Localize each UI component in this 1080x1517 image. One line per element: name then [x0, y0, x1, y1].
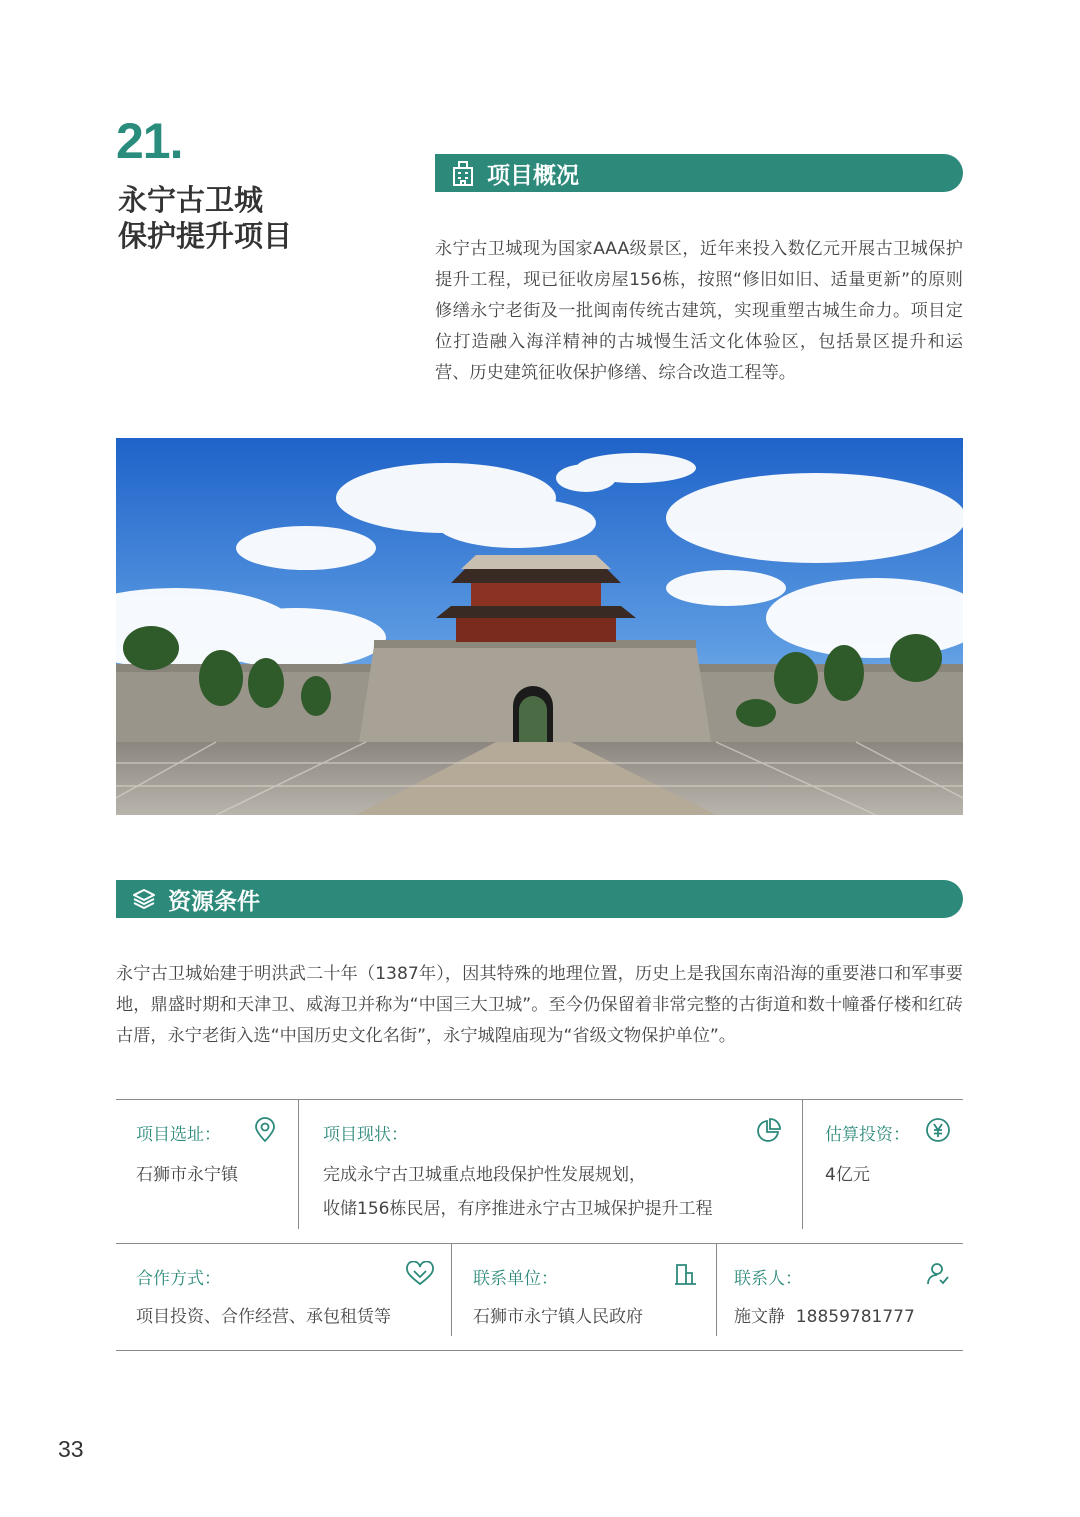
table-divider [802, 1099, 803, 1229]
overview-heading: 项目概况 [487, 162, 579, 189]
layers-icon [130, 885, 158, 913]
cooperation-label: 合作方式： [136, 1269, 221, 1289]
status-label: 项目现状： [323, 1125, 408, 1145]
table-top-rule [116, 1099, 963, 1100]
resources-heading: 资源条件 [168, 888, 260, 915]
project-title-line-2: 保护提升项目 [118, 219, 293, 253]
yuan-icon [925, 1117, 951, 1143]
location-value: 石狮市永宁镇 [136, 1165, 238, 1185]
table-bottom-rule [116, 1350, 963, 1351]
unit-value: 石狮市永宁镇人民政府 [473, 1307, 643, 1327]
project-title-line-1: 永宁古卫城 [118, 183, 264, 217]
table-divider [716, 1243, 717, 1336]
city-gate-photo [116, 438, 963, 815]
contact-label: 联系人： [734, 1269, 802, 1289]
status-line-2: 收储156栋民居，有序推进永宁古卫城保护提升工程 [323, 1199, 713, 1219]
table-divider [298, 1099, 299, 1229]
project-number: 21. [116, 113, 183, 169]
building-grid-icon [449, 159, 477, 187]
project-title [118, 182, 292, 254]
contact-value: 施文静 18859781777 [734, 1307, 915, 1327]
resources-text: 永宁古卫城始建于明洪武二十年（1387年），因其特殊的地理位置，历史上是我国东南沿海的重要港口和军事要地，鼎盛时期和天津卫、威海卫并称为“中国三大卫城”。至今仍保留着非常完整的古街道和数十幢番仔楼和红砖古厝，永宁老街入选“中国历史文化名街”，永宁城隍庙现为“省级文物保护单位”。 [116, 964, 963, 1046]
location-pin-icon [252, 1117, 278, 1143]
investment-value: 4亿元 [825, 1165, 870, 1185]
building-icon [672, 1261, 698, 1287]
resources-banner [116, 880, 963, 918]
investment-label: 估算投资： [825, 1125, 910, 1145]
heart-icon [405, 1261, 435, 1287]
cooperation-value: 项目投资、合作经营、承包租赁等 [136, 1307, 391, 1327]
pie-chart-icon [756, 1117, 782, 1143]
overview-text: 永宁古卫城现为国家AAA级景区，近年来投入数亿元开展古卫城保护提升工程，现已征收房屋156栋，按照“修旧如旧、适量更新”的原则修缮永宁老街及一批闽南传统古建筑，实现重塑古城生命力。项目定位打造融入海洋精神的古城慢生活文化体验区，包括景区提升和运营、历史建筑征收保护修缮、综合改造工程等。 [435, 239, 963, 383]
status-line-1: 完成永宁古卫城重点地段保护性发展规划， [323, 1165, 646, 1185]
page-number: 33 [58, 1436, 84, 1462]
person-icon [925, 1261, 951, 1287]
unit-label: 联系单位： [473, 1269, 558, 1289]
table-middle-rule [116, 1243, 963, 1244]
table-divider [451, 1243, 452, 1336]
overview-banner [435, 154, 963, 192]
location-label: 项目选址： [136, 1125, 221, 1145]
